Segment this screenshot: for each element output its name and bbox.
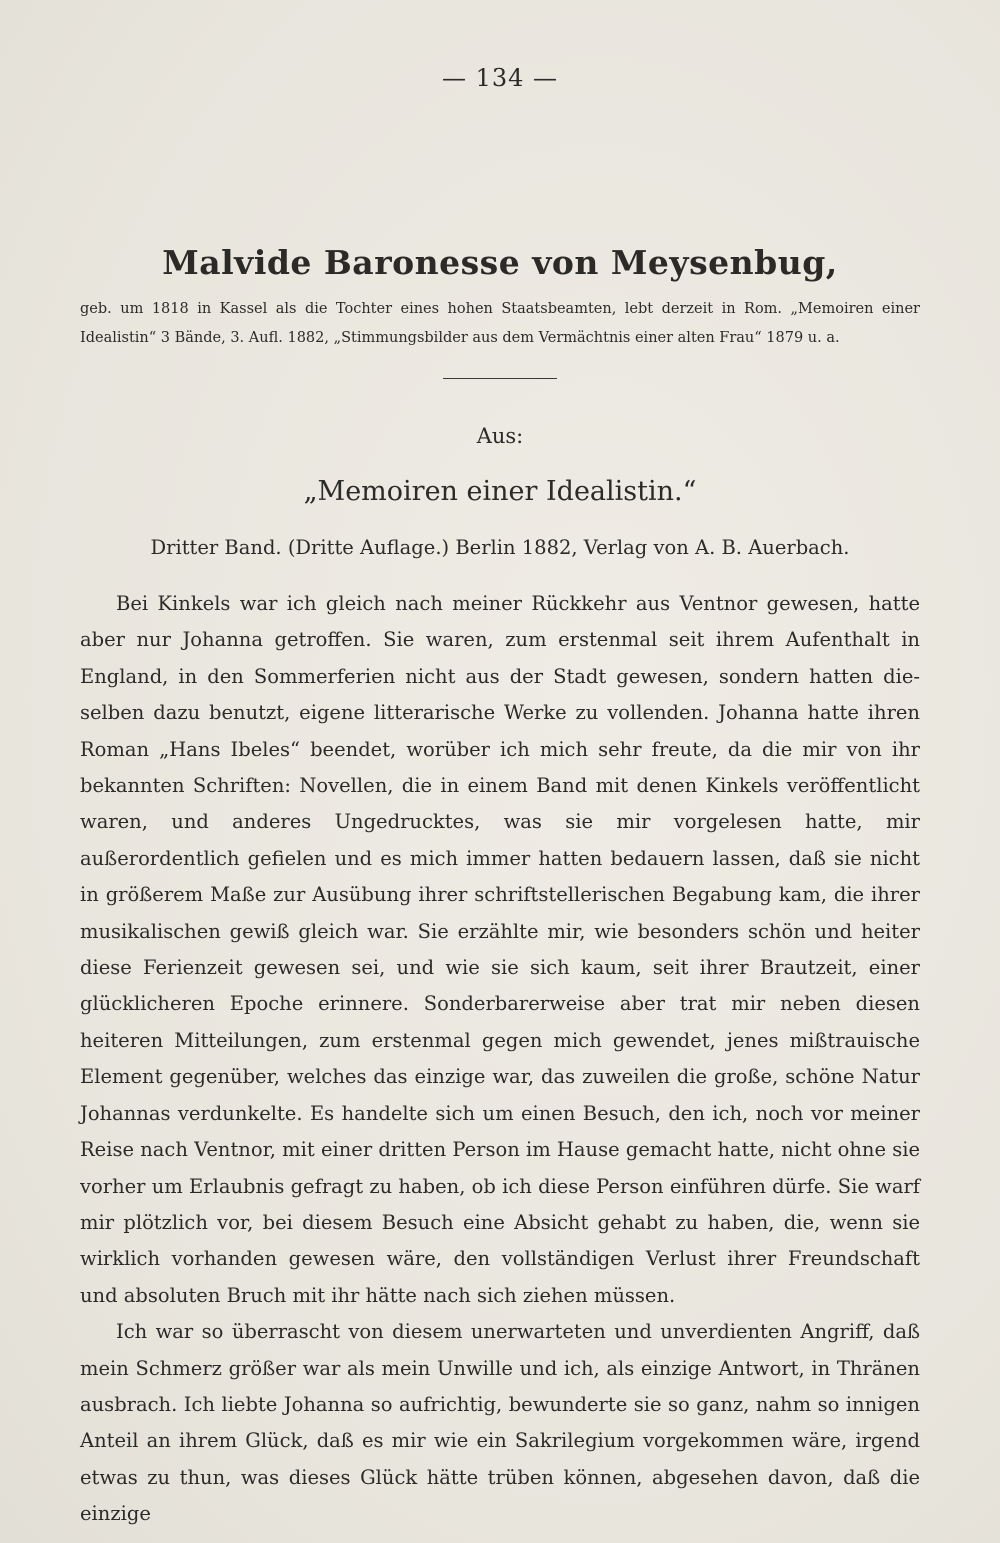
body-text [80,586,920,1533]
paragraph: Ich war so überrascht von diesem unerwarteten und unverdienten Angriff, daß mein Schmerz größer war als mein Unwille und ich, als einzige Antwort, in Thränen ausbrach. Ich liebte Johanna so aufrichtig, bewunderte sie so ganz, nahm so innigen Anteil an ihrem Glück, daß es mir wie ein Sakrilegium vorgekommen wäre, irgend etwas zu thun, was dieses Glück hätte trüben können, abgesehen davon, daß die einzige [80,1320,920,1526]
source-label: Aus: [476,424,524,448]
author-heading: Malvide Baronesse von Meysenbug, [162,243,838,282]
section-divider [443,378,557,379]
page-number: — 134 — [441,64,559,92]
paragraph: Bei Kinkels war ich gleich nach meiner Rückkehr aus Ventnor gewesen, hatte aber nur Johanna getroffen. Sie waren, zum erstenmal seit ihrem Aufenthalt in England, in den Sommerferien nicht aus der Stadt gewesen, sondern hatten dieselben dazu benutzt, eigene litterarische Werke zu vollenden. Johanna hatte ihren Roman „Hans Ibeles“ beendet, worüber ich mich sehr freute, da die mir von ihr bekannten Schriften: Novellen, die in einem Band mit denen Kinkels veröffentlicht waren, und anderes Ungedrucktes, was sie mir vorgelesen hatte, mir außerordentlich gefielen und es mich immer hatten bedauern lassen, daß sie nicht in größerem Maße zur Ausübung ihrer schriftstellerischen Begabung kam, die ihrer musikalischen gewiß gleich war. Sie erzählte mir, wie besonders schön und heiter diese Ferienzeit gewesen sei, und wie sie sich kaum, seit ihrer Brautzeit, einer glücklicheren Epoche erinnere. Sonderbarerweise aber trat mir neben diesen heiteren Mitteilungen, zum erstenmal gegen mich gewendet, jenes mißtrauische Element gegenüber, welches das einzige war, das zuweilen die große, schöne Natur Johannas verdunkelte. Es handelte sich um einen Besuch, den ich, noch vor meiner Reise nach Ventnor, mit einer dritten Person im Hause gemacht hatte, nicht ohne sie vorher um Erlaubnis gefragt zu haben, ob ich diese Person einführen dürfe. Sie warf mir plötzlich vor, bei diesem Besuch eine Absicht gehabt zu haben, die, wenn sie wirklich vorhanden gewesen wäre, den vollständigen Verlust ihrer Freundschaft und absoluten Bruch mit ihr hätte nach sich ziehen müssen. [80,592,920,1307]
edition-info: Dritter Band. (Dritte Auflage.) Berlin 1882, Verlag von A. B. Auerbach. [150,536,850,559]
work-title: „Memoiren einer Idealistin.“ [303,476,697,507]
author-biographical-note: geb. um 1818 in Kassel als die Tochter eines hohen Staatsbeamten, lebt derzeit in Rom. „Memoiren einer Idealistin“ 3 Bände, 3. Aufl. 1882, „Stimmungsbilder aus dem Vermächtnis einer alten Frau“ 1879 u. a. [80,301,920,346]
